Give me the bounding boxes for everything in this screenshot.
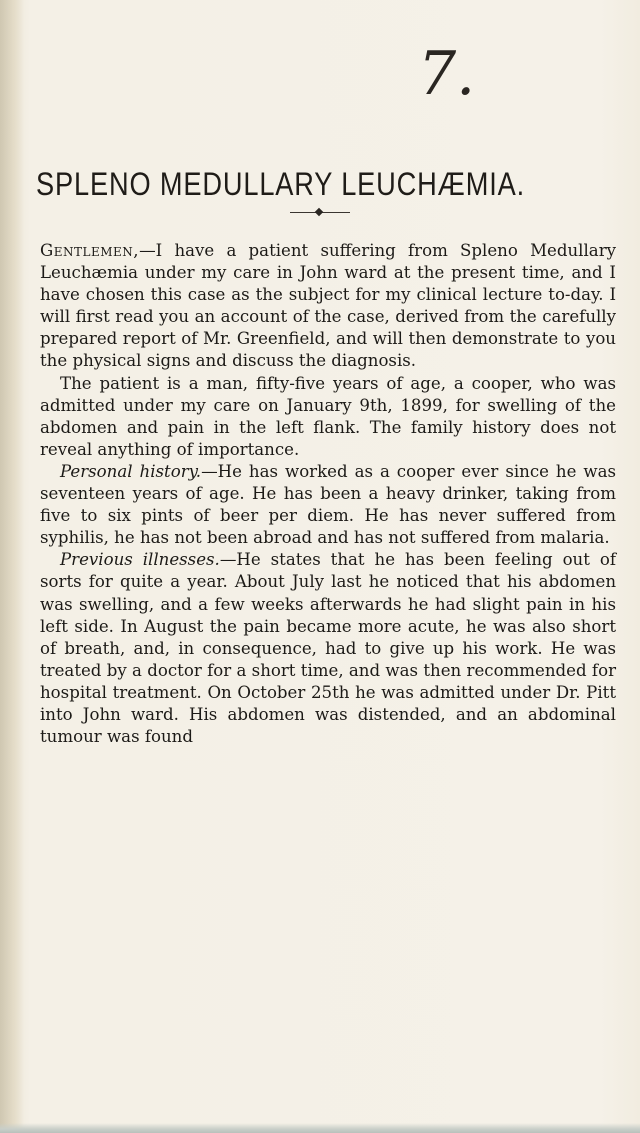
chapter-title: SPLENO MEDULLARY LEUCHÆMIA. [36, 166, 526, 202]
body-text [40, 240, 616, 748]
section-heading-previous-illnesses: Previous illnesses. [60, 550, 220, 570]
paragraph-3 [40, 461, 616, 549]
paragraph-4-text: —He states that he has been feeling out of sorts for quite a year. About July last he noticed that his abdomen was swelling, and a few weeks afterwards he had slight pain in his left side. In August the pain became more acute, he was also short of breath, and, in consequence, had to give up his work. He was treated by a doctor for a short time, and was then recommended for hospital treatment. On October 25th he was admitted under Dr. Pitt into John ward. His abdomen was distended, and an abdominal tumour was found [40, 550, 616, 747]
page-number: 7. [418, 39, 476, 109]
paragraph-1-text: —I have a patient suffering from Spleno Medullary Leuchæmia under my care in John ward at the present time, and I have chosen this case as the subject for my clinical lecture to-day. I will first read you an account of the case, derived from the carefully prepared report of Mr. Greenfield, and will then demonstrate to you the physical signs and discuss the diagnosis. [40, 241, 616, 371]
section-heading-personal-history: Personal history. [60, 461, 202, 481]
paragraph-2-text: The patient is a man, fifty-five years of age, a cooper, who was admitted under my care on January 9th, 1899, for swelling of the abdomen and pain in the left flank. The family history does not reveal anything of importance. [40, 373, 616, 459]
title-separator-ornament [290, 209, 350, 217]
separator-diamond-icon [315, 208, 323, 216]
bottom-edge [0, 1123, 640, 1133]
paragraph-2 [40, 373, 616, 461]
paragraph-4 [40, 549, 616, 748]
salutation: Gentlemen, [40, 241, 140, 260]
binding-edge [0, 0, 24, 1133]
paragraph-3-text: —He has worked as a cooper ever since he was seventeen years of age. He has been a heavy drinker, taking from five to six pints of beer per diem. He has never suffered from syphilis, he has not been abroad and has not suffered from malaria. [40, 461, 616, 548]
paragraph-1 [40, 240, 616, 373]
